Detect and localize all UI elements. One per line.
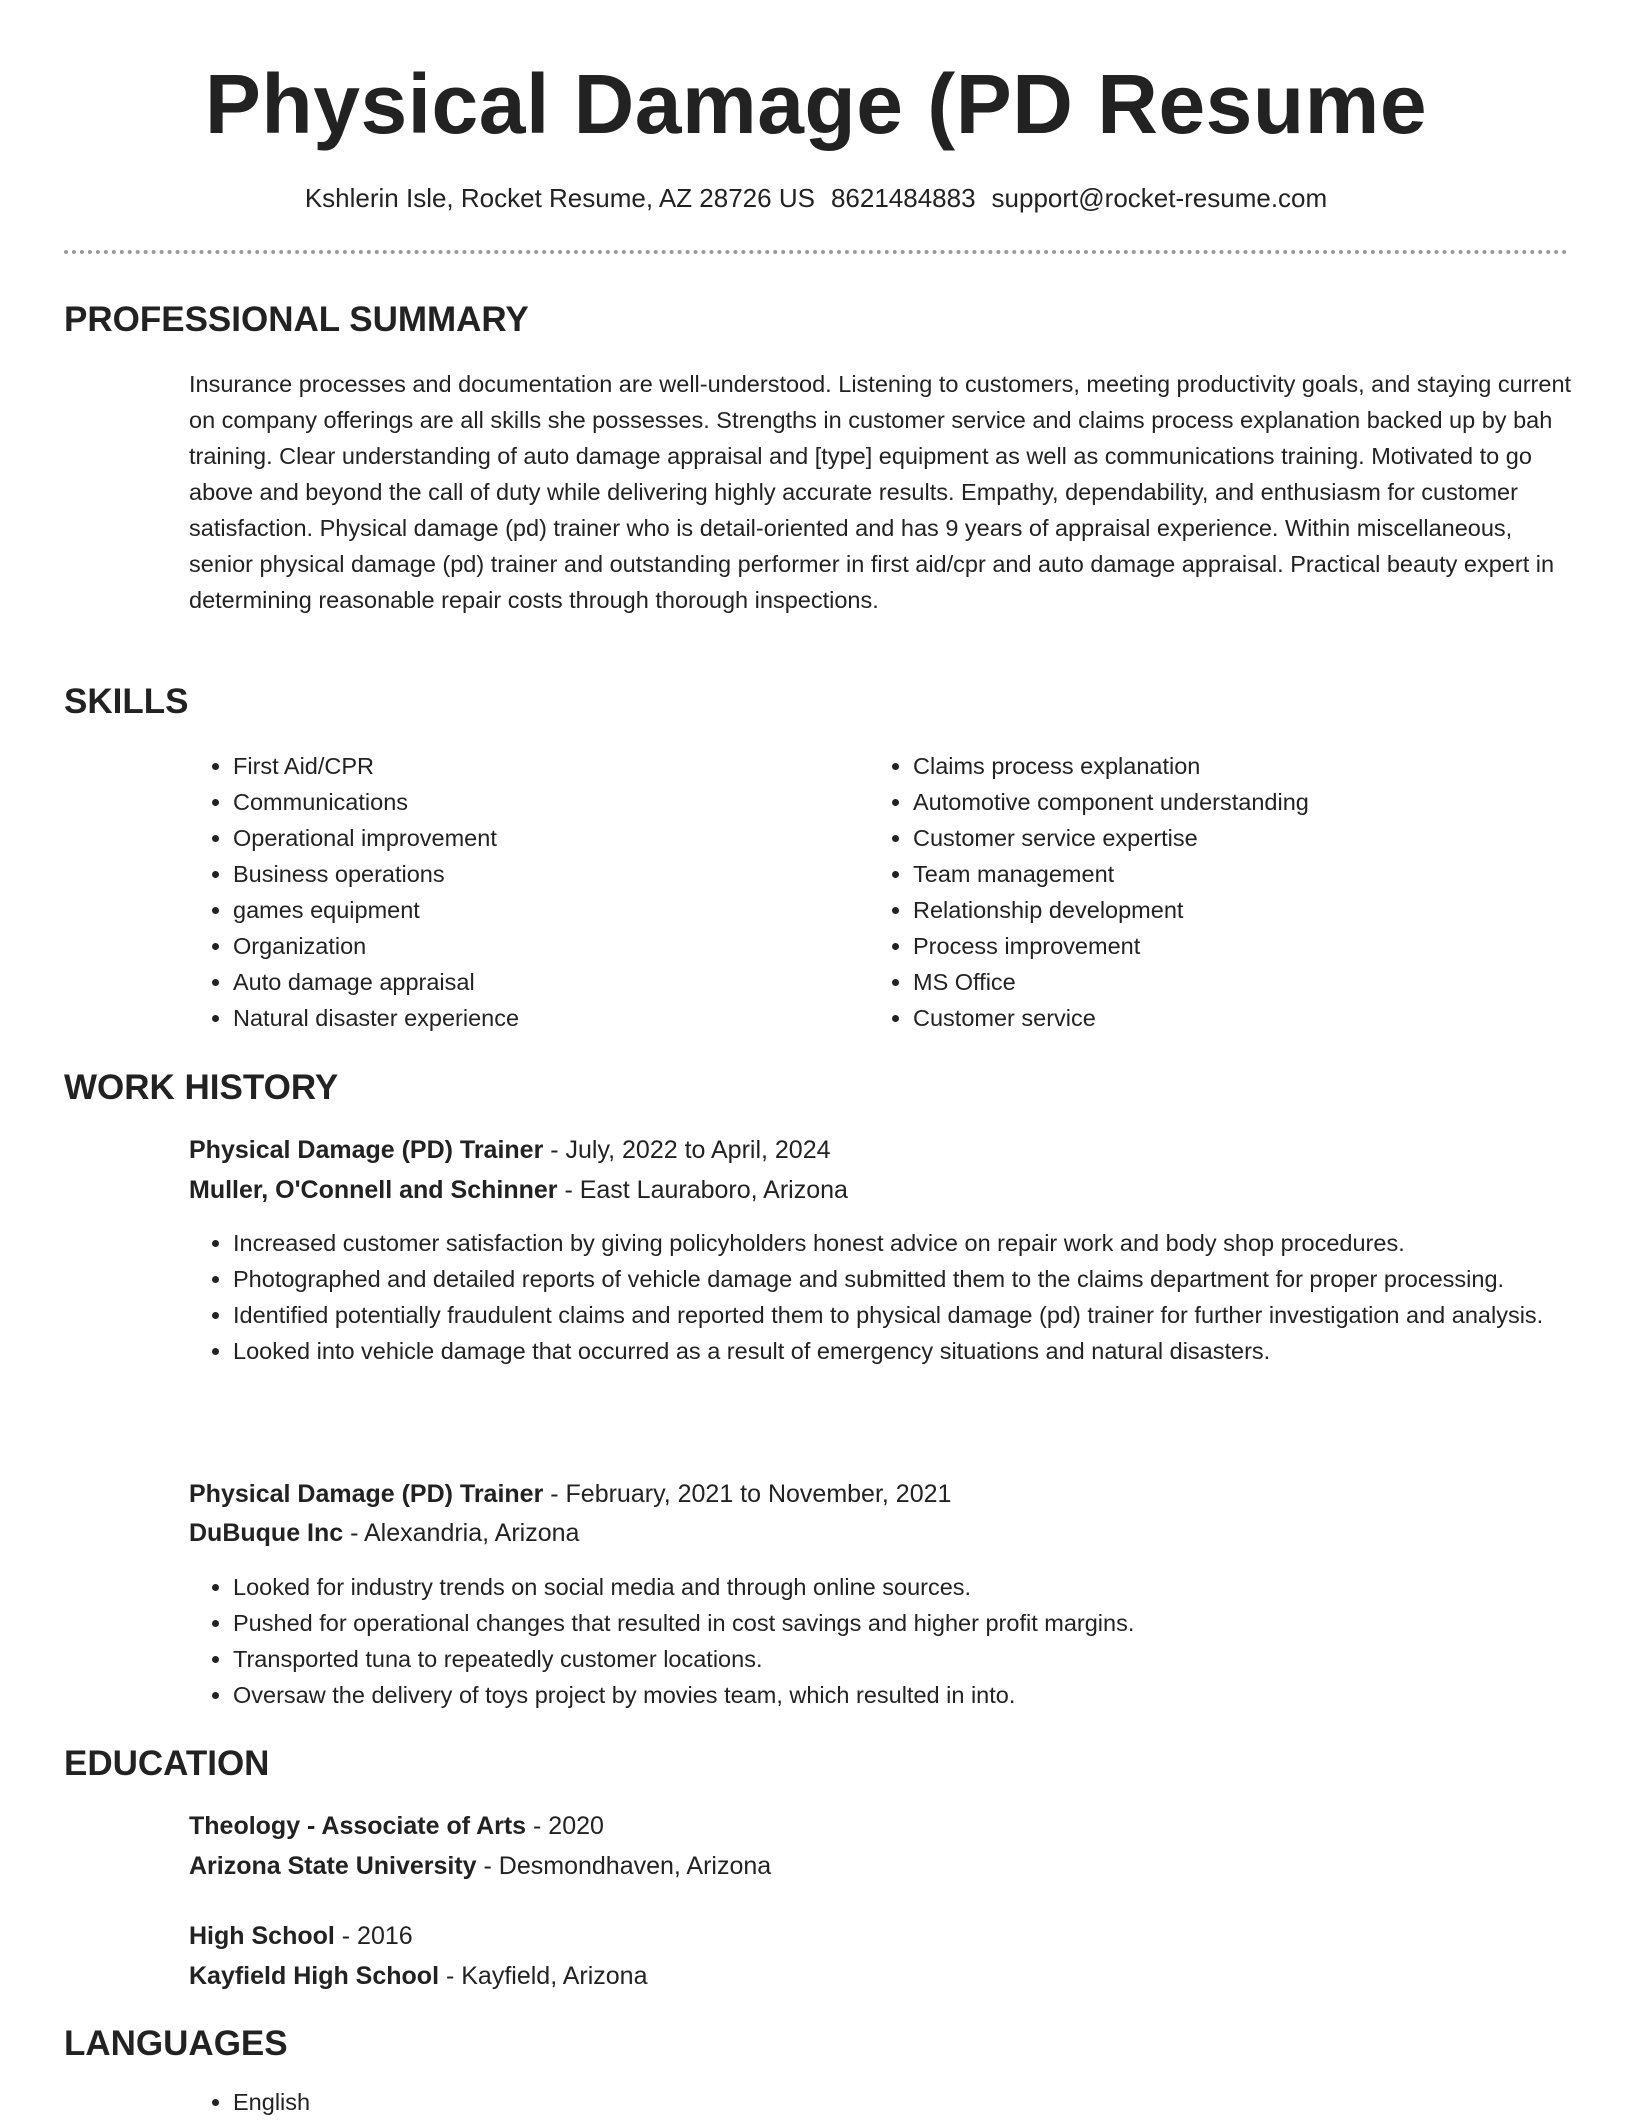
skill-item: • Automotive component understanding [913,784,1613,820]
job-title: Physical Damage (PD) Trainer [189,1480,544,1508]
education-school: Arizona State University [189,1852,477,1880]
job-bullet: • Increased customer satisfaction by giving policyholders honest advice on repair work and body shop procedures. [233,1225,1623,1261]
summary-text: Insurance processes and documentation are well-understood. Listening to customers, meeting productivity goals, and staying current on company offerings are all skills she possesses. Strengths in customer service and claims process explanation backed up by bah training. Clear understanding of auto damage appraisal and [type] equipment as well as communications training. Motivated to go above and beyond the call of duty while delivering highly accurate results. Empathy, dependability, and enthusiasm for customer satisfaction. Physical damage (pd) trainer who is detail-oriented and has 9 years of appraisal experience. Within miscellaneous, senior physical damage (pd) trainer and outstanding performer in first aid/cpr and auto damage appraisal. Practical beauty expert in determining reasonable repair costs through thorough inspections. [189,371,1572,613]
education-degree-line [189,1918,413,1954]
languages-list [189,2084,833,2120]
work-heading: WORK HISTORY [64,1068,339,1107]
skill-item: • Customer service expertise [913,820,1613,856]
job-dates: - July, 2022 to April, 2024 [543,1136,831,1164]
education-year: - 2020 [526,1812,604,1840]
skill-item: • Business operations [233,856,853,892]
skills-heading: SKILLS [64,682,189,721]
contact-phone: 8621484883 [830,183,976,213]
skill-item: • Natural disaster experience [233,1000,853,1036]
languages-heading: LANGUAGES [64,2024,288,2063]
contact-address: Kshlerin Isle, Rocket Resume, AZ 28726 US [304,183,815,213]
language-item: • English [233,2084,833,2120]
education-location: - Kayfield, Arizona [439,1962,648,1990]
skill-item: • First Aid/CPR [233,748,853,784]
education-heading: EDUCATION [64,1744,270,1783]
job-bullet: • Photographed and detailed reports of vehicle damage and submitted them to the claims department for proper processing. [233,1261,1623,1297]
job-title-line [189,1132,831,1168]
skills-list-left [189,748,853,1036]
education-school-line [189,1848,771,1884]
skill-item: • games equipment [233,892,853,928]
education-degree: Theology - Associate of Arts [189,1812,527,1840]
contact-line [0,180,1632,216]
education-school-line [189,1958,647,1994]
resume-title: Physical Damage (PD Resume [204,57,1428,151]
skill-item: • Communications [233,784,853,820]
skill-item: • Auto damage appraisal [233,964,853,1000]
education-year: - 2016 [334,1922,413,1950]
job-bullet: • Transported tuna to repeatedly customer locations. [233,1641,1623,1677]
job-title: Physical Damage (PD) Trainer [189,1136,544,1164]
header-divider [64,250,1568,254]
skill-item: • Claims process explanation [913,748,1613,784]
education-degree: High School [189,1922,335,1950]
contact-email: support@rocket-resume.com [991,183,1328,213]
job-bullet: • Looked for industry trends on social media and through online sources. [233,1569,1623,1605]
skill-item: • Customer service [913,1000,1613,1036]
job-bullet: • Pushed for operational changes that resulted in cost savings and higher profit margins. [233,1605,1623,1641]
summary-heading: PROFESSIONAL SUMMARY [64,300,529,339]
job-dates: - February, 2021 to November, 2021 [543,1480,952,1508]
job-bullet: • Identified potentially fraudulent claims and reported them to physical damage (pd) trainer for further investigation and analysis. [233,1297,1623,1333]
skill-item: • Operational improvement [233,820,853,856]
skills-list-right [869,748,1613,1036]
job-company: Muller, O'Connell and Schinner [189,1176,558,1204]
job-company: DuBuque Inc [189,1519,344,1547]
job-bullets [189,1225,1623,1369]
education-location: - Desmondhaven, Arizona [476,1852,772,1880]
skill-item: • Process improvement [913,928,1613,964]
job-bullets [189,1569,1623,1713]
job-bullet: • Oversaw the delivery of toys project by movies team, which resulted in into. [233,1677,1623,1713]
skill-item: • Relationship development [913,892,1613,928]
education-degree-line [189,1808,604,1844]
job-title-line [189,1476,951,1512]
job-company-line [189,1515,579,1551]
job-company-line [189,1172,848,1208]
job-bullet: • Looked into vehicle damage that occurred as a result of emergency situations and natural disasters. [233,1333,1623,1369]
skill-item: • MS Office [913,964,1613,1000]
job-location: - East Lauraboro, Arizona [557,1176,848,1204]
skill-item: • Team management [913,856,1613,892]
education-school: Kayfield High School [189,1962,440,1990]
skill-item: • Organization [233,928,853,964]
job-location: - Alexandria, Arizona [343,1519,580,1547]
